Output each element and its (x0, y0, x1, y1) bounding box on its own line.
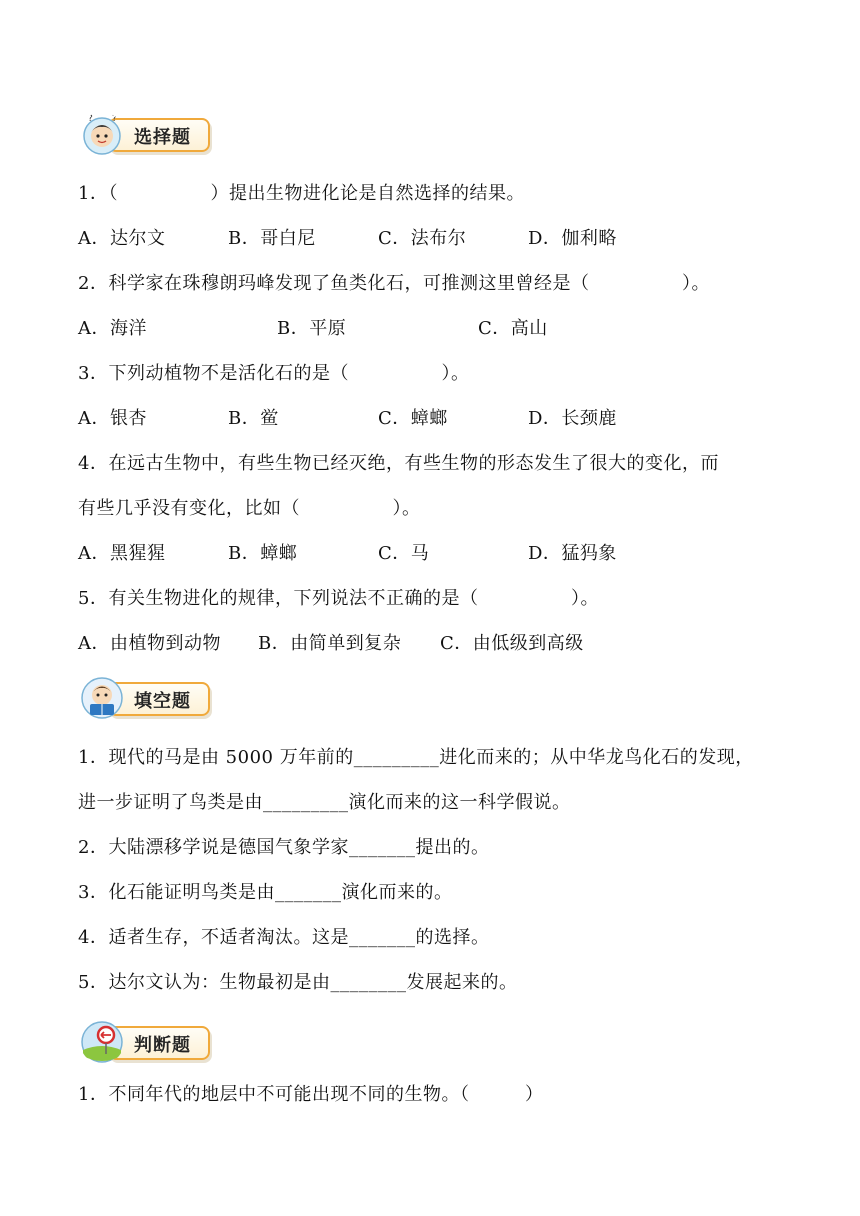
reading-kid-icon (80, 676, 124, 720)
choice-q1-option-b: B．哥白尼 (228, 228, 316, 249)
fill-question-5: 5．达尔文认为：生物最初是由________发展起来的。 (78, 972, 518, 993)
section-title: 填空题 (134, 691, 191, 712)
choice-question-4-line-1: 4．在远古生物中，有些生物已经灭绝，有些生物的形态发生了很大的变化，而 (78, 453, 719, 474)
fill-question-3: 3．化石能证明鸟类是由_______演化而来的。 (78, 882, 453, 903)
choice-q1-option-c: C．法布尔 (378, 228, 467, 249)
choice-q1-option-d: D．伽利略 (528, 228, 617, 249)
choice-q5-option-c: C．由低级到高级 (440, 633, 584, 654)
choice-q3-option-d: D．长颈鹿 (528, 408, 617, 429)
fill-question-1-line-2: 进一步证明了鸟类是由_________演化而来的这一科学假说。 (78, 792, 571, 813)
choice-q3-option-b: B．鲎 (228, 408, 279, 429)
choice-q3-option-a: A．银杏 (78, 408, 147, 429)
road-sign-icon (80, 1020, 124, 1064)
choice-q2-option-b: B．平原 (277, 318, 347, 339)
choice-q4-option-a: A．黑猩猩 (78, 543, 166, 564)
choice-q3-option-c: C．蟑螂 (378, 408, 448, 429)
choice-question-2: 2．科学家在珠穆朗玛峰发现了鱼类化石，可推测这里曾经是（ ）。 (78, 273, 710, 294)
choice-question-3: 3．下列动植物不是活化石的是（ ）。 (78, 363, 470, 384)
choice-q4-option-d: D．猛犸象 (528, 543, 617, 564)
section-header-choice (80, 112, 212, 156)
choice-question-1: 1．（ ）提出生物进化论是自然选择的结果。 (78, 183, 525, 204)
section-title: 判断题 (134, 1035, 191, 1056)
choice-q2-option-a: A．海洋 (78, 318, 147, 339)
section-title: 选择题 (134, 127, 191, 148)
fill-question-2: 2．大陆漂移学说是德国气象学家_______提出的。 (78, 837, 490, 858)
fill-question-4: 4．适者生存，不适者淘汰。这是_______的选择。 (78, 927, 490, 948)
section-header-judge (80, 1020, 212, 1064)
choice-q4-option-c: C．马 (378, 543, 430, 564)
choice-q5-option-b: B．由简单到复杂 (258, 633, 402, 654)
cartoon-kid-icon (80, 112, 124, 156)
svg-text:?: ? (88, 114, 93, 124)
choice-q4-option-b: B．蟑螂 (228, 543, 298, 564)
choice-question-4-line-2: 有些几乎没有变化，比如（ ）。 (78, 498, 421, 519)
judge-question-1: 1．不同年代的地层中不可能出现不同的生物。（ ） (78, 1084, 544, 1105)
svg-text:?: ? (112, 114, 117, 124)
choice-q1-option-a: A．达尔文 (78, 228, 166, 249)
choice-question-5: 5．有关生物进化的规律，下列说法不正确的是（ ）。 (78, 588, 599, 609)
choice-q2-option-c: C．高山 (478, 318, 548, 339)
fill-question-1-line-1: 1．现代的马是由 5000 万年前的_________进化而来的；从中华龙鸟化石的发现， (78, 747, 754, 768)
choice-q5-option-a: A．由植物到动物 (78, 633, 221, 654)
section-header-fill (80, 676, 212, 720)
